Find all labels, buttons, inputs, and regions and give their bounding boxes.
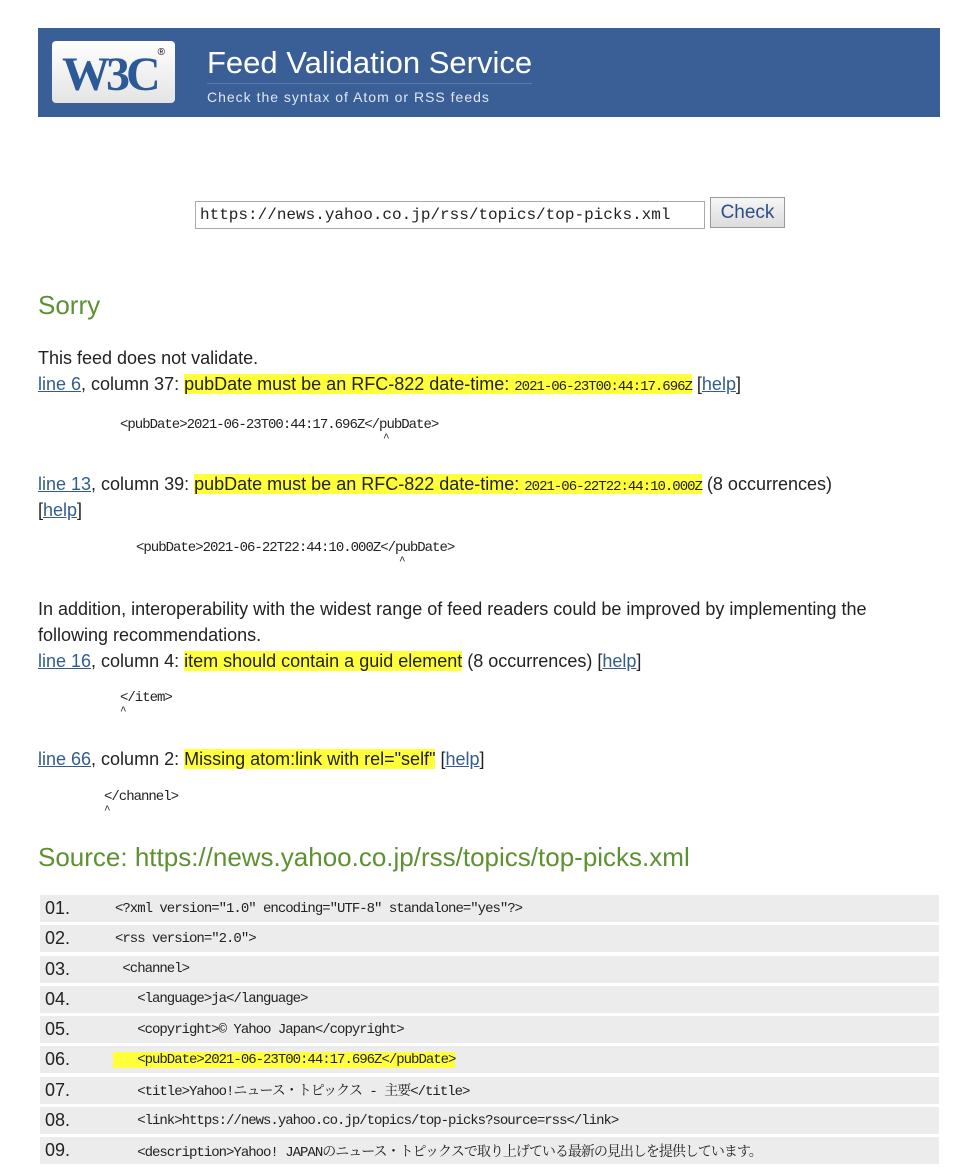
result-intro: This feed does not validate. bbox=[38, 348, 259, 368]
recommendation-code-snippet: </channel> bbox=[104, 789, 179, 805]
feed-url-input[interactable] bbox=[195, 201, 705, 229]
line-link[interactable]: line 13 bbox=[38, 474, 92, 494]
line-code: <copyright>© Yahoo Japan</copyright> bbox=[115, 1021, 404, 1038]
caret-marker: ^ bbox=[399, 556, 406, 568]
line-number: 09. bbox=[45, 1140, 71, 1161]
line-number: 02. bbox=[45, 928, 71, 949]
line-number: 03. bbox=[45, 958, 71, 979]
error-code-snippet: <pubDate>2021-06-23T00:44:17.696Z</pubDate> bbox=[120, 417, 439, 433]
recommendation-2: line 66, column 2: Missing atom:link with rel="self" [help] bbox=[38, 749, 485, 769]
occurrences: (8 occurrences) bbox=[462, 651, 593, 671]
column-text: , column 2: bbox=[91, 749, 185, 769]
recommendation-message: item should contain a guid element bbox=[184, 651, 463, 671]
line-link[interactable]: line 16 bbox=[38, 651, 92, 671]
line-number: 04. bbox=[45, 988, 71, 1009]
message-value: 2021-06-22T22:44:10.000Z bbox=[524, 479, 702, 495]
help-link[interactable]: help bbox=[602, 651, 637, 671]
recommendation-code-snippet: </item> bbox=[120, 690, 172, 706]
header-banner bbox=[38, 28, 940, 117]
message-text: pubDate must be an RFC-822 date-time: bbox=[194, 474, 525, 494]
line-number: 08. bbox=[45, 1110, 71, 1131]
help-link[interactable]: help bbox=[43, 500, 78, 520]
source-heading: Source: https://news.yahoo.co.jp/rss/topics/top-picks.xml bbox=[38, 842, 690, 872]
line-number: 01. bbox=[45, 898, 71, 918]
occurrences: (8 occurrences) bbox=[701, 474, 832, 494]
column-text: , column 37: bbox=[81, 374, 185, 394]
source-line bbox=[40, 925, 939, 952]
message-text: pubDate must be an RFC-822 date-time: bbox=[184, 374, 515, 394]
source-line bbox=[40, 1016, 939, 1043]
w3c-logo[interactable]: W3C ® bbox=[52, 41, 175, 103]
source-line bbox=[40, 895, 939, 922]
line-code: <channel> bbox=[115, 961, 190, 978]
recommendation-1: line 16, column 4: item should contain a guid element (8 occurrences) [help] bbox=[38, 651, 642, 671]
page-subtitle: Check the syntax of Atom or RSS feeds bbox=[207, 89, 490, 105]
caret-marker: ^ bbox=[104, 805, 111, 817]
result-heading: Sorry bbox=[38, 290, 101, 320]
column-text: , column 39: bbox=[91, 474, 195, 494]
error-message bbox=[194, 474, 702, 494]
error-1: line 6, column 37: pubDate must be an RFC-822 date-time: 2021-06-23T00:44:17.696Z [help] bbox=[38, 374, 741, 395]
column-text: , column 4: bbox=[91, 651, 185, 671]
help-link[interactable]: help bbox=[701, 374, 736, 394]
source-line bbox=[40, 1137, 939, 1164]
source-line bbox=[40, 986, 939, 1013]
line-link[interactable]: line 66 bbox=[38, 749, 92, 769]
source-line bbox=[40, 1107, 939, 1134]
line-number: 05. bbox=[45, 1019, 71, 1040]
page-title: Feed Validation Service bbox=[207, 45, 532, 84]
message-value: 2021-06-23T00:44:17.696Z bbox=[514, 379, 692, 395]
source-line bbox=[40, 956, 939, 983]
line-code: <description>Yahoo! JAPANのニュース・トピックスで取り上げている最新の見出しを提供しています。 bbox=[115, 1144, 762, 1161]
error-code-snippet: <pubDate>2021-06-22T22:44:10.000Z</pubDate> bbox=[136, 540, 455, 556]
error-message bbox=[184, 374, 692, 394]
help-link[interactable]: help bbox=[445, 749, 480, 769]
line-code: <pubDate>2021-06-23T00:44:17.696Z</pubDate> bbox=[115, 1051, 456, 1068]
check-button[interactable]: Check bbox=[710, 197, 785, 228]
source-listing bbox=[40, 895, 939, 1168]
source-line bbox=[40, 1077, 939, 1104]
line-code: <link>https://news.yahoo.co.jp/topics/top-picks?source=rss</link> bbox=[115, 1112, 619, 1129]
line-code: <?xml version="1.0" encoding="UTF-8" standalone="yes"?> bbox=[115, 900, 523, 917]
line-link[interactable]: line 6 bbox=[38, 374, 82, 394]
line-code: <language>ja</language> bbox=[115, 991, 308, 1008]
error-2: line 13, column 39: pubDate must be an RFC-822 date-time: 2021-06-22T22:44:10.000Z (8 occurrences) [help] bbox=[38, 474, 832, 520]
recommendation-message: Missing atom:link with rel="self" bbox=[184, 749, 436, 769]
line-code: <rss version="2.0"> bbox=[115, 930, 256, 947]
source-line bbox=[40, 1046, 939, 1073]
caret-marker: ^ bbox=[120, 706, 127, 718]
caret-marker: ^ bbox=[383, 433, 390, 445]
line-number: 07. bbox=[45, 1079, 71, 1100]
line-code: <title>Yahoo!ニュース・トピックス - 主要</title> bbox=[115, 1084, 470, 1101]
line-number: 06. bbox=[45, 1049, 71, 1070]
recommendations-intro: In addition, interoperability with the widest range of feed readers could be improved by implementing the following recommendations. bbox=[38, 599, 867, 645]
